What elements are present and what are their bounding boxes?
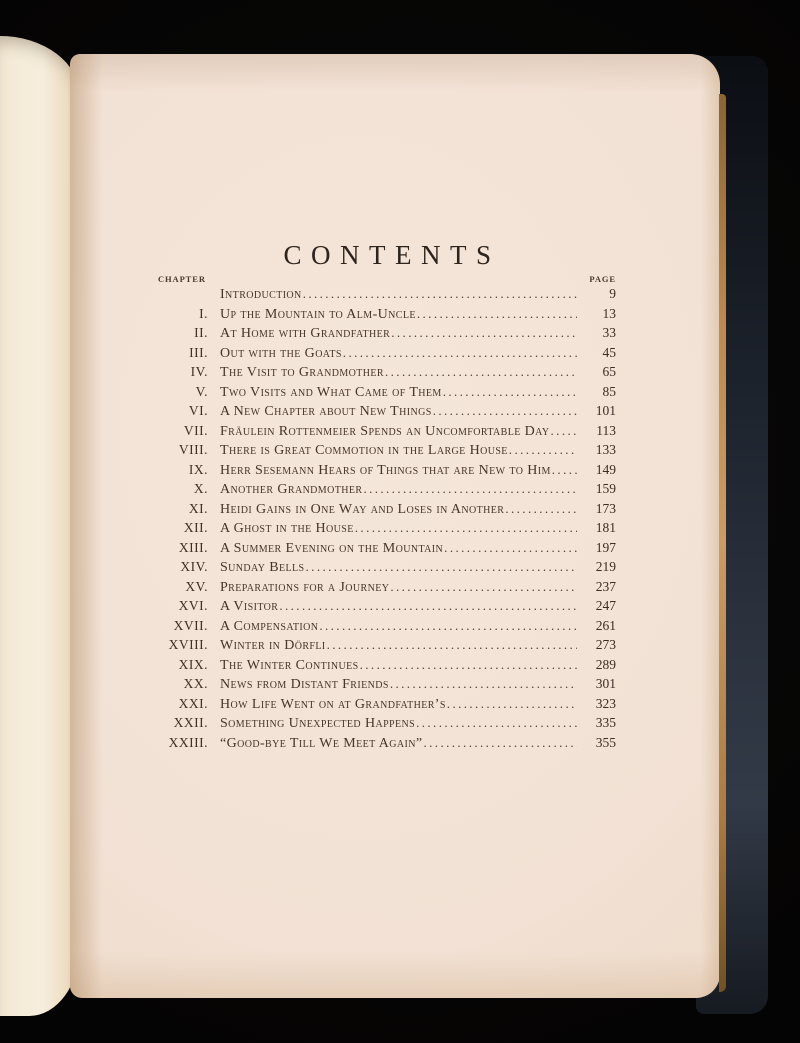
- dot-leader: [433, 403, 577, 419]
- chapter-title-wrap: [220, 520, 580, 537]
- previous-page-edge: [0, 36, 80, 1016]
- page-number: 301: [595, 676, 616, 691]
- toc-list: [158, 286, 616, 754]
- page-number: 85: [602, 383, 616, 399]
- toc-row: [158, 598, 616, 618]
- toc-row: [158, 520, 616, 540]
- chapter-title-wrap: [220, 364, 580, 381]
- chapter-title-wrap: [220, 462, 580, 479]
- dot-leader: [416, 715, 577, 731]
- dot-leader: [552, 462, 577, 478]
- chapter-numeral: VII.: [183, 422, 208, 438]
- dot-leader: [327, 637, 577, 653]
- page-number: 9: [609, 286, 616, 301]
- toc-row: [158, 657, 616, 677]
- page-number: 197: [595, 539, 616, 555]
- page-number: 181: [595, 520, 616, 535]
- chapter-numeral: XXII.: [173, 715, 208, 730]
- toc-row: [158, 735, 616, 755]
- dot-leader: [306, 559, 577, 575]
- dot-leader: [417, 306, 577, 322]
- dot-leader: [551, 423, 577, 439]
- dot-leader: [424, 735, 578, 751]
- toc-row: [158, 462, 616, 482]
- chapter-numeral: IV.: [190, 364, 208, 379]
- chapter-title-wrap: [220, 715, 580, 732]
- chapter-title: Herr Sesemann Hears of Things that are New to Him: [220, 462, 551, 478]
- page-number: 247: [595, 598, 616, 613]
- dot-leader: [505, 501, 577, 517]
- page-number: 323: [595, 695, 616, 711]
- page-number: 113: [596, 422, 616, 438]
- toc-row: [158, 696, 616, 716]
- chapter-title-wrap: [220, 481, 580, 498]
- column-headers: [158, 273, 616, 284]
- chapter-numeral: XXIII.: [168, 734, 208, 750]
- chapter-title-wrap: [220, 345, 580, 362]
- chapter-title: A Summer Evening on the Mountain: [220, 540, 444, 556]
- chapter-title-wrap: [220, 676, 580, 693]
- chapter-numeral: VIII.: [178, 442, 208, 457]
- dot-leader: [360, 657, 577, 673]
- toc-row: [158, 618, 616, 638]
- column-header-page: PAGE: [589, 274, 616, 284]
- chapter-numeral: XXI.: [178, 695, 208, 711]
- dot-leader: [391, 325, 577, 341]
- dot-leader: [509, 442, 577, 458]
- chapter-numeral: XI.: [188, 500, 208, 516]
- page-number: 261: [595, 617, 616, 633]
- dot-leader: [443, 384, 577, 400]
- column-header-chapter: CHAPTER: [158, 274, 206, 284]
- chapter-title-wrap: [220, 286, 580, 303]
- chapter-title: The Visit to Grandmother: [220, 365, 384, 380]
- chapter-title-wrap: [220, 403, 580, 420]
- chapter-title-wrap: [220, 598, 580, 615]
- chapter-title-wrap: [220, 442, 580, 459]
- toc-row: [158, 384, 616, 404]
- chapter-title-wrap: [220, 637, 580, 654]
- dot-leader: [279, 598, 577, 614]
- toc-row: [158, 423, 616, 443]
- dot-leader: [390, 676, 577, 692]
- chapter-title-wrap: [220, 325, 580, 342]
- dot-leader: [447, 696, 577, 712]
- toc-row: [158, 481, 616, 501]
- page-number: 159: [595, 481, 616, 496]
- page-number: 101: [595, 403, 616, 418]
- dot-leader: [390, 579, 577, 595]
- toc-row: [158, 306, 616, 326]
- chapter-numeral: XX.: [183, 676, 208, 691]
- dot-leader: [355, 520, 577, 536]
- dot-leader: [319, 618, 577, 634]
- contents-page: [70, 54, 720, 998]
- chapter-title-wrap: [220, 306, 580, 323]
- chapter-title: Two Visits and What Came of Them: [220, 384, 442, 400]
- chapter-numeral: XVI.: [178, 598, 208, 613]
- chapter-title: Preparations for a Journey: [220, 579, 390, 595]
- toc-row: [158, 715, 616, 735]
- toc-row: [158, 579, 616, 599]
- page-number: 149: [595, 461, 616, 477]
- chapter-title-wrap: [220, 559, 580, 576]
- page-number: 13: [602, 305, 616, 321]
- chapter-title: Heidi Gains in One Way and Loses in Another: [220, 501, 505, 517]
- chapter-title: How Life Went on at Grandfather’s: [220, 696, 446, 712]
- chapter-numeral: VI.: [188, 403, 208, 418]
- chapter-numeral: V.: [195, 383, 208, 399]
- chapter-title: Fräulein Rottenmeier Spends an Uncomfortable Day: [220, 423, 550, 439]
- toc-row: [158, 559, 616, 579]
- chapter-numeral: XVIII.: [168, 637, 208, 652]
- chapter-title: A New Chapter about New Things: [220, 404, 432, 419]
- chapter-numeral: III.: [189, 344, 208, 360]
- dot-leader: [385, 364, 577, 380]
- page-number: 65: [602, 364, 616, 379]
- chapter-title: A Compensation: [220, 618, 319, 634]
- chapter-title: A Ghost in the House: [220, 521, 354, 536]
- page-number: 335: [595, 715, 616, 730]
- page-number: 173: [595, 500, 616, 516]
- toc-row: [158, 442, 616, 462]
- contents-title: CONTENTS: [283, 240, 501, 270]
- page-number: 355: [595, 734, 616, 750]
- chapter-numeral: I.: [199, 305, 208, 321]
- chapter-numeral: XIV.: [180, 559, 208, 574]
- page-number: 219: [595, 559, 616, 574]
- chapter-title: Sunday Bells: [220, 560, 305, 575]
- chapter-title: Introduction: [220, 287, 302, 302]
- page-number: 273: [595, 637, 616, 652]
- chapter-numeral: II.: [194, 325, 208, 340]
- toc-row: [158, 345, 616, 365]
- page-number: 133: [595, 442, 616, 457]
- toc-row: [158, 325, 616, 345]
- chapter-numeral: XV.: [185, 578, 208, 594]
- chapter-title-wrap: [220, 618, 580, 635]
- chapter-title-wrap: [220, 657, 580, 674]
- chapter-numeral: XIII.: [178, 539, 208, 555]
- chapter-numeral: X.: [193, 481, 208, 496]
- chapter-title: Something Unexpected Happens: [220, 716, 416, 731]
- chapter-title-wrap: [220, 540, 580, 557]
- toc-row: [158, 364, 616, 384]
- toc-row: [158, 637, 616, 657]
- chapter-title: Another Grandmother: [220, 482, 363, 497]
- dot-leader: [444, 540, 577, 556]
- dot-leader: [363, 481, 577, 497]
- chapter-title: Up the Mountain to Alm-Uncle: [220, 306, 416, 322]
- page-number: 33: [602, 325, 616, 340]
- dot-leader: [303, 286, 577, 302]
- toc-row: [158, 286, 616, 306]
- chapter-numeral: IX.: [188, 461, 208, 477]
- chapter-title-wrap: [220, 696, 580, 713]
- chapter-numeral: XIX.: [178, 656, 208, 672]
- page-number: 289: [595, 656, 616, 672]
- chapter-title: The Winter Continues: [220, 657, 359, 673]
- chapter-title: Out with the Goats: [220, 345, 342, 361]
- contents-block: [158, 240, 616, 754]
- chapter-title: News from Distant Friends: [220, 677, 389, 692]
- chapter-title-wrap: [220, 501, 580, 518]
- chapter-numeral: XVII.: [173, 617, 208, 633]
- chapter-title-wrap: [220, 423, 580, 440]
- dot-leader: [343, 345, 577, 361]
- chapter-title: “Good-bye Till We Meet Again”: [220, 735, 423, 751]
- chapter-title-wrap: [220, 384, 580, 401]
- chapter-title-wrap: [220, 579, 580, 596]
- chapter-title: A Visitor: [220, 599, 279, 614]
- toc-row: [158, 676, 616, 696]
- page-number: 45: [602, 344, 616, 360]
- chapter-title: At Home with Grandfather: [220, 326, 391, 341]
- chapter-numeral: XII.: [183, 520, 208, 535]
- page-number: 237: [595, 578, 616, 594]
- chapter-title-wrap: [220, 735, 580, 752]
- chapter-title: Winter in Dörfli: [220, 638, 326, 653]
- chapter-title: There is Great Commotion in the Large House: [220, 443, 508, 458]
- toc-row: [158, 403, 616, 423]
- toc-row: [158, 501, 616, 521]
- toc-row: [158, 540, 616, 560]
